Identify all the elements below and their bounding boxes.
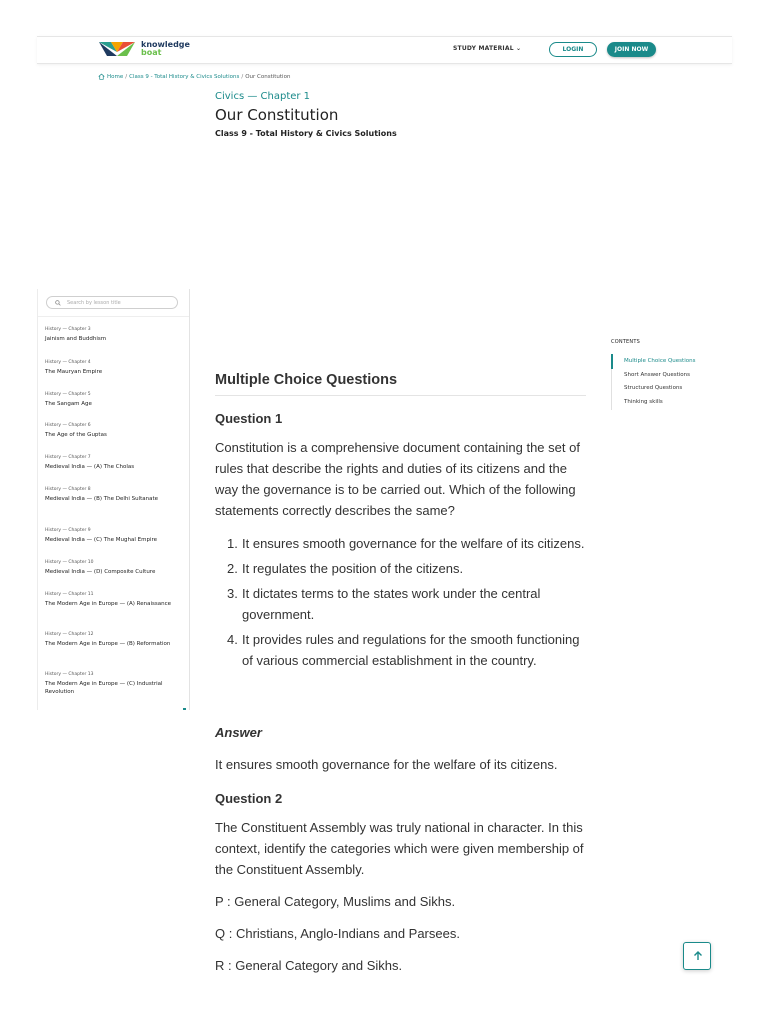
search-icon (55, 300, 61, 306)
option-item (215, 533, 587, 554)
breadcrumb (98, 73, 290, 80)
question-2-statement-r: R : General Category and Sikhs. (215, 958, 403, 973)
sidebar-item-title: The Modern Age in Europe — (C) Industrial Revolution (45, 681, 163, 695)
option-item (215, 583, 587, 625)
option-number: 1. (227, 536, 238, 551)
option-number: 3. (227, 586, 238, 601)
sidebar-item-title: The Modern Age in Europe — (A) Renaissance (45, 601, 171, 607)
sidebar-item-chapter-3[interactable] (45, 327, 185, 343)
join-now-button[interactable]: JOIN NOW (607, 42, 656, 57)
option-text: It provides rules and regulations for the smooth functioning of various commercial establishment in the country. (242, 632, 580, 668)
question-1-text: Constitution is a comprehensive document containing the set of rules that describe the rights and duties of its citizens and the way the governance is to be carried out. Which of the following statements correctly describes the same? (215, 440, 580, 518)
sidebar-item-label: History — Chapter 7 (45, 455, 91, 460)
question-2-heading: Question 2 (215, 791, 283, 806)
sidebar-item-chapter-10[interactable] (45, 560, 185, 576)
sidebar-item-label: History — Chapter 11 (45, 592, 94, 597)
breadcrumb-separator: / (125, 73, 128, 80)
question-2-text: The Constituent Assembly was truly national in character. In this context, identify the categories which were given membership of the Constituent Assembly. (215, 820, 584, 877)
option-number: 2. (227, 561, 238, 576)
question-1-options (215, 533, 587, 675)
question-2-statement-q: Q : Christians, Anglo-Indians and Parsees. (215, 926, 460, 941)
question-2-statement-p: P : General Category, Muslims and Sikhs. (215, 894, 456, 909)
divider (38, 316, 190, 317)
site-logo[interactable] (97, 40, 190, 58)
toc-item-short-answer[interactable]: Short Answer Questions (624, 372, 690, 378)
toc-item-structured[interactable]: Structured Questions (624, 385, 683, 391)
sidebar-item-label: History — Chapter 9 (45, 528, 91, 533)
sidebar-item-title: The Sangam Age (45, 401, 92, 407)
sidebar-item-chapter-7[interactable] (45, 455, 185, 471)
sidebar-item-chapter-12[interactable] (45, 632, 185, 648)
sidebar-item-title: Medieval India — (B) The Delhi Sultanate (45, 496, 159, 502)
option-text: It ensures smooth governance for the welfare of its citizens. (242, 536, 585, 551)
logo-mark-icon (97, 40, 137, 58)
chapter-sidebar[interactable] (37, 289, 190, 710)
study-material-menu[interactable]: STUDY MATERIAL ⌄ (453, 45, 522, 52)
logo-line-1: knowledge (141, 40, 190, 49)
sidebar-item-label: History — Chapter 3 (45, 327, 91, 332)
site-header (37, 36, 732, 64)
sidebar-item-label: History — Chapter 5 (45, 392, 91, 397)
option-item (215, 558, 587, 579)
sidebar-search (46, 296, 178, 309)
sidebar-item-title: The Modern Age in Europe — (B) Reformation (45, 641, 171, 647)
back-to-top-button[interactable] (683, 942, 711, 970)
page-title: Our Constitution (215, 106, 339, 124)
option-text: It regulates the position of the citizens. (242, 561, 464, 576)
arrow-up-icon (692, 950, 704, 962)
search-input[interactable] (67, 298, 172, 307)
home-icon (98, 73, 105, 80)
breadcrumb-current: Our Constitution (245, 73, 291, 80)
sidebar-item-chapter-8[interactable] (45, 487, 185, 503)
sidebar-item-chapter-4[interactable] (45, 360, 185, 376)
page-subtitle: Class 9 - Total History & Civics Solutions (215, 129, 397, 138)
sidebar-item-label: History — Chapter 6 (45, 423, 91, 428)
divider (215, 395, 586, 396)
section-heading: Multiple Choice Questions (215, 372, 398, 388)
option-number: 4. (227, 632, 238, 647)
sidebar-item-title: The Age of the Guptas (45, 432, 107, 438)
breadcrumb-separator: / (241, 73, 244, 80)
sidebar-item-title: The Mauryan Empire (45, 369, 103, 375)
sidebar-item-title: Medieval India — (A) The Cholas (45, 464, 135, 470)
sidebar-item-title: Medieval India — (D) Composite Culture (45, 569, 156, 575)
toc-item-multiple-choice[interactable]: Multiple Choice Questions (624, 358, 696, 364)
sidebar-item-label: History — Chapter 10 (45, 560, 94, 565)
login-button[interactable]: LOGIN (549, 42, 597, 57)
sidebar-item-chapter-6[interactable] (45, 423, 185, 439)
toc-active-indicator (611, 354, 613, 369)
logo-text (141, 41, 190, 57)
sidebar-item-chapter-11[interactable] (45, 592, 185, 608)
sidebar-item-label: History — Chapter 12 (45, 632, 94, 637)
sidebar-scroll-indicator (183, 708, 186, 710)
breadcrumb-parent[interactable]: Class 9 - Total History & Civics Solutions (129, 73, 240, 80)
answer-text: It ensures smooth governance for the welfare of its citizens. (215, 757, 558, 772)
sidebar-item-title: Medieval India — (C) The Mughal Empire (45, 537, 158, 543)
answer-label: Answer (215, 725, 262, 740)
sidebar-item-label: History — Chapter 13 (45, 672, 94, 677)
sidebar-item-chapter-5[interactable] (45, 392, 185, 408)
logo-line-2: boat (141, 48, 162, 57)
breadcrumb-home[interactable]: Home (107, 73, 124, 80)
toc-item-thinking-skills[interactable]: Thinking skills (624, 399, 663, 405)
question-1-heading: Question 1 (215, 411, 283, 426)
sidebar-item-label: History — Chapter 4 (45, 360, 91, 365)
toc-title: CONTENTS (611, 339, 640, 345)
option-text: It dictates terms to the states work under the central government. (242, 586, 541, 622)
sidebar-item-chapter-9[interactable] (45, 528, 185, 544)
option-item (215, 629, 587, 671)
toc-list (611, 354, 731, 410)
sidebar-item-title: Jainism and Buddhism (45, 336, 107, 342)
chapter-label: Civics — Chapter 1 (215, 91, 311, 102)
sidebar-item-chapter-13[interactable] (45, 672, 185, 696)
sidebar-item-label: History — Chapter 8 (45, 487, 91, 492)
